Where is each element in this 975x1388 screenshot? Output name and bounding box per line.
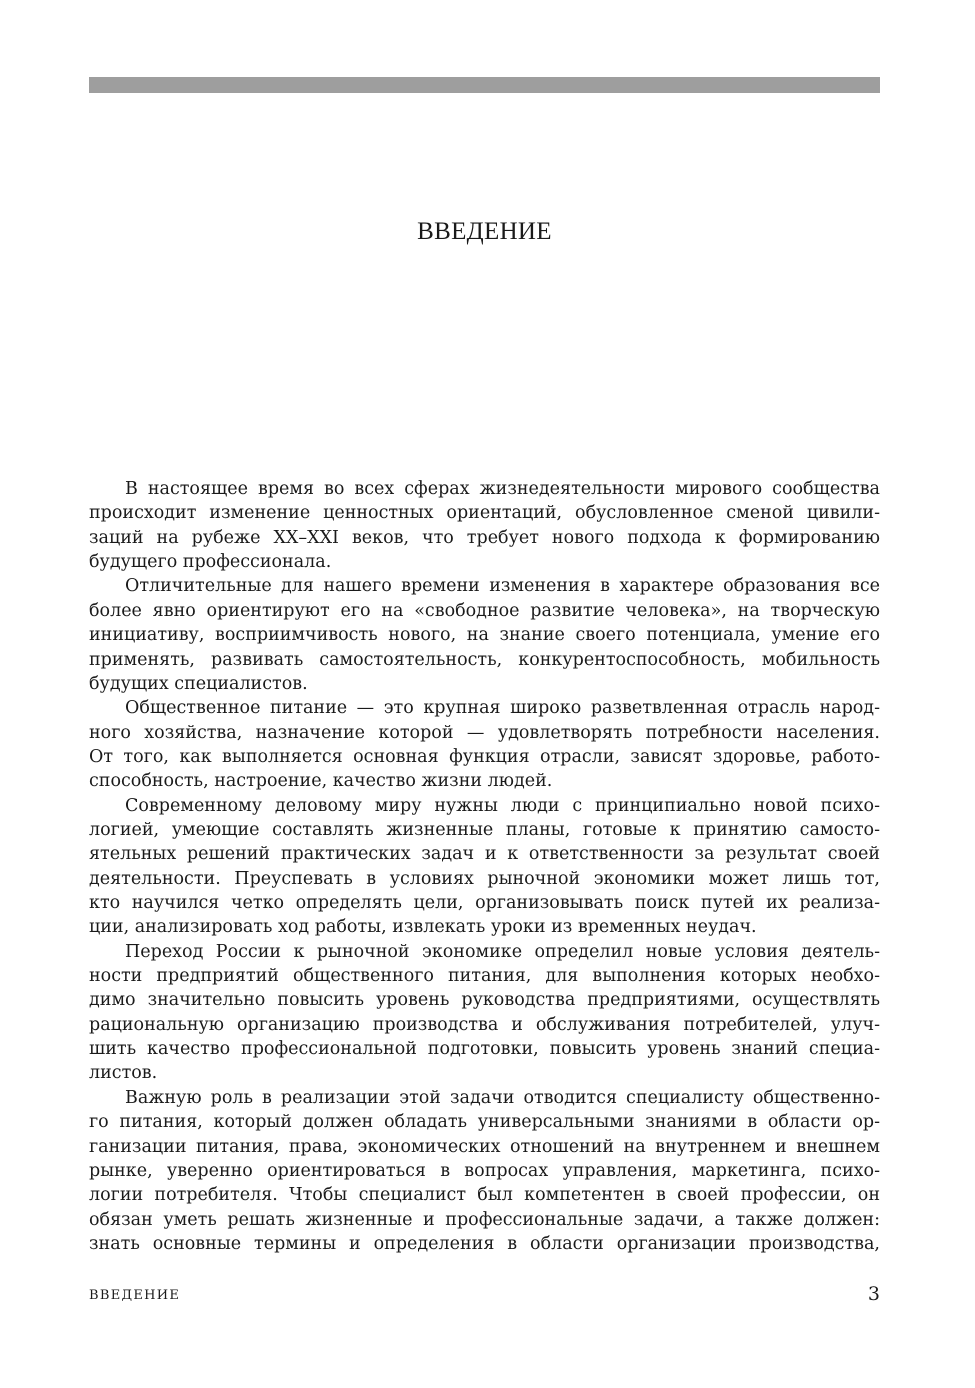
text-line: кто научился четко определять цели, организовывать поиск путей их реализа- <box>89 893 880 913</box>
text-line: ности предприятий общественного питания, для выполнения которых необхо- <box>89 966 880 986</box>
text-line: знать основные термины и определения в области организации производства, <box>89 1233 880 1254</box>
text-line: деятельности. Преуспевать в условиях рыночной экономики может лишь тот, <box>89 868 880 889</box>
text-line: ции, анализировать ход работы, извлекать уроки из временных неудач. <box>89 917 757 938</box>
text-line: логии потребителя. Чтобы специалист был компетентен в своей профессии, он <box>89 1185 880 1206</box>
text-line: рынке, уверенно ориентироваться в вопросах управления, маркетинга, психо- <box>89 1160 880 1181</box>
text-line: От того, как выполняется основная функция отрасли, зависят здоровье, работо- <box>89 746 880 767</box>
page-number: 3 <box>867 1283 880 1305</box>
text-line: Важную роль в реализации этой задачи отводится специалисту общественно- <box>125 1087 880 1108</box>
text-line: го питания, который должен обладать универсальными знаниями в области ор- <box>89 1112 880 1133</box>
text-line: Отличительные для нашего времени изменения в характере образования все <box>125 576 880 597</box>
text-line: Переход России к рыночной экономике определил новые условия деятель- <box>125 941 880 962</box>
text-line: инициативу, восприимчивость нового, на знание своего потенциала, умение его <box>89 625 880 646</box>
text-line: логией, умеющие составлять жизненные планы, готовые к принятию самосто- <box>89 819 880 840</box>
text-line: обязан уметь решать жизненные и профессиональные задачи, а также должен: <box>89 1209 880 1230</box>
text-line: ного хозяйства, назначение которой — удовлетворять потребности населения. <box>89 722 880 743</box>
text-line: Общественное питание — это крупная широко разветвленная отрасль народ- <box>125 698 880 719</box>
header-rule <box>89 77 880 93</box>
chapter-title: ВВЕДЕНИЕ <box>417 218 552 245</box>
text-line: Современному деловому миру нужны люди с принципиально новой психо- <box>125 795 880 816</box>
text-line: способность, настроение, качество жизни людей. <box>89 771 553 792</box>
text-line: более явно ориентируют его на «свободное развитие человека», на творческую <box>89 600 880 621</box>
text-line: происходит изменение ценностных ориентаций, обусловленное сменой цивили- <box>89 503 880 524</box>
text-line: шить качество профессиональной подготовки, повысить уровень знаний специа- <box>89 1039 880 1060</box>
text-line: В настоящее время во всех сферах жизнедеятельности мирового сообщества <box>125 479 880 499</box>
text-line: будущего профессионала. <box>89 552 332 572</box>
text-line: димо значительно повысить уровень руководства предприятиями, осуществлять <box>89 990 880 1011</box>
text-line: рациональную организацию производства и обслуживания потребителей, улуч- <box>89 1014 880 1035</box>
text-line: применять, развивать самостоятельность, конкурентоспособность, мобильность <box>89 649 880 670</box>
text-line: ганизации питания, права, экономических отношений на внутреннем и внешнем <box>89 1136 880 1157</box>
text-line: заций на рубеже XX–XXI веков, что требует нового подхода к формированию <box>89 527 880 548</box>
text-line: листов. <box>89 1063 158 1084</box>
running-footer-title: ВВЕДЕНИЕ <box>89 1288 181 1303</box>
text-line: будущих специалистов. <box>89 673 308 694</box>
text-line: ятельных решений практических задач и к ответственности за результат своей <box>89 844 880 865</box>
